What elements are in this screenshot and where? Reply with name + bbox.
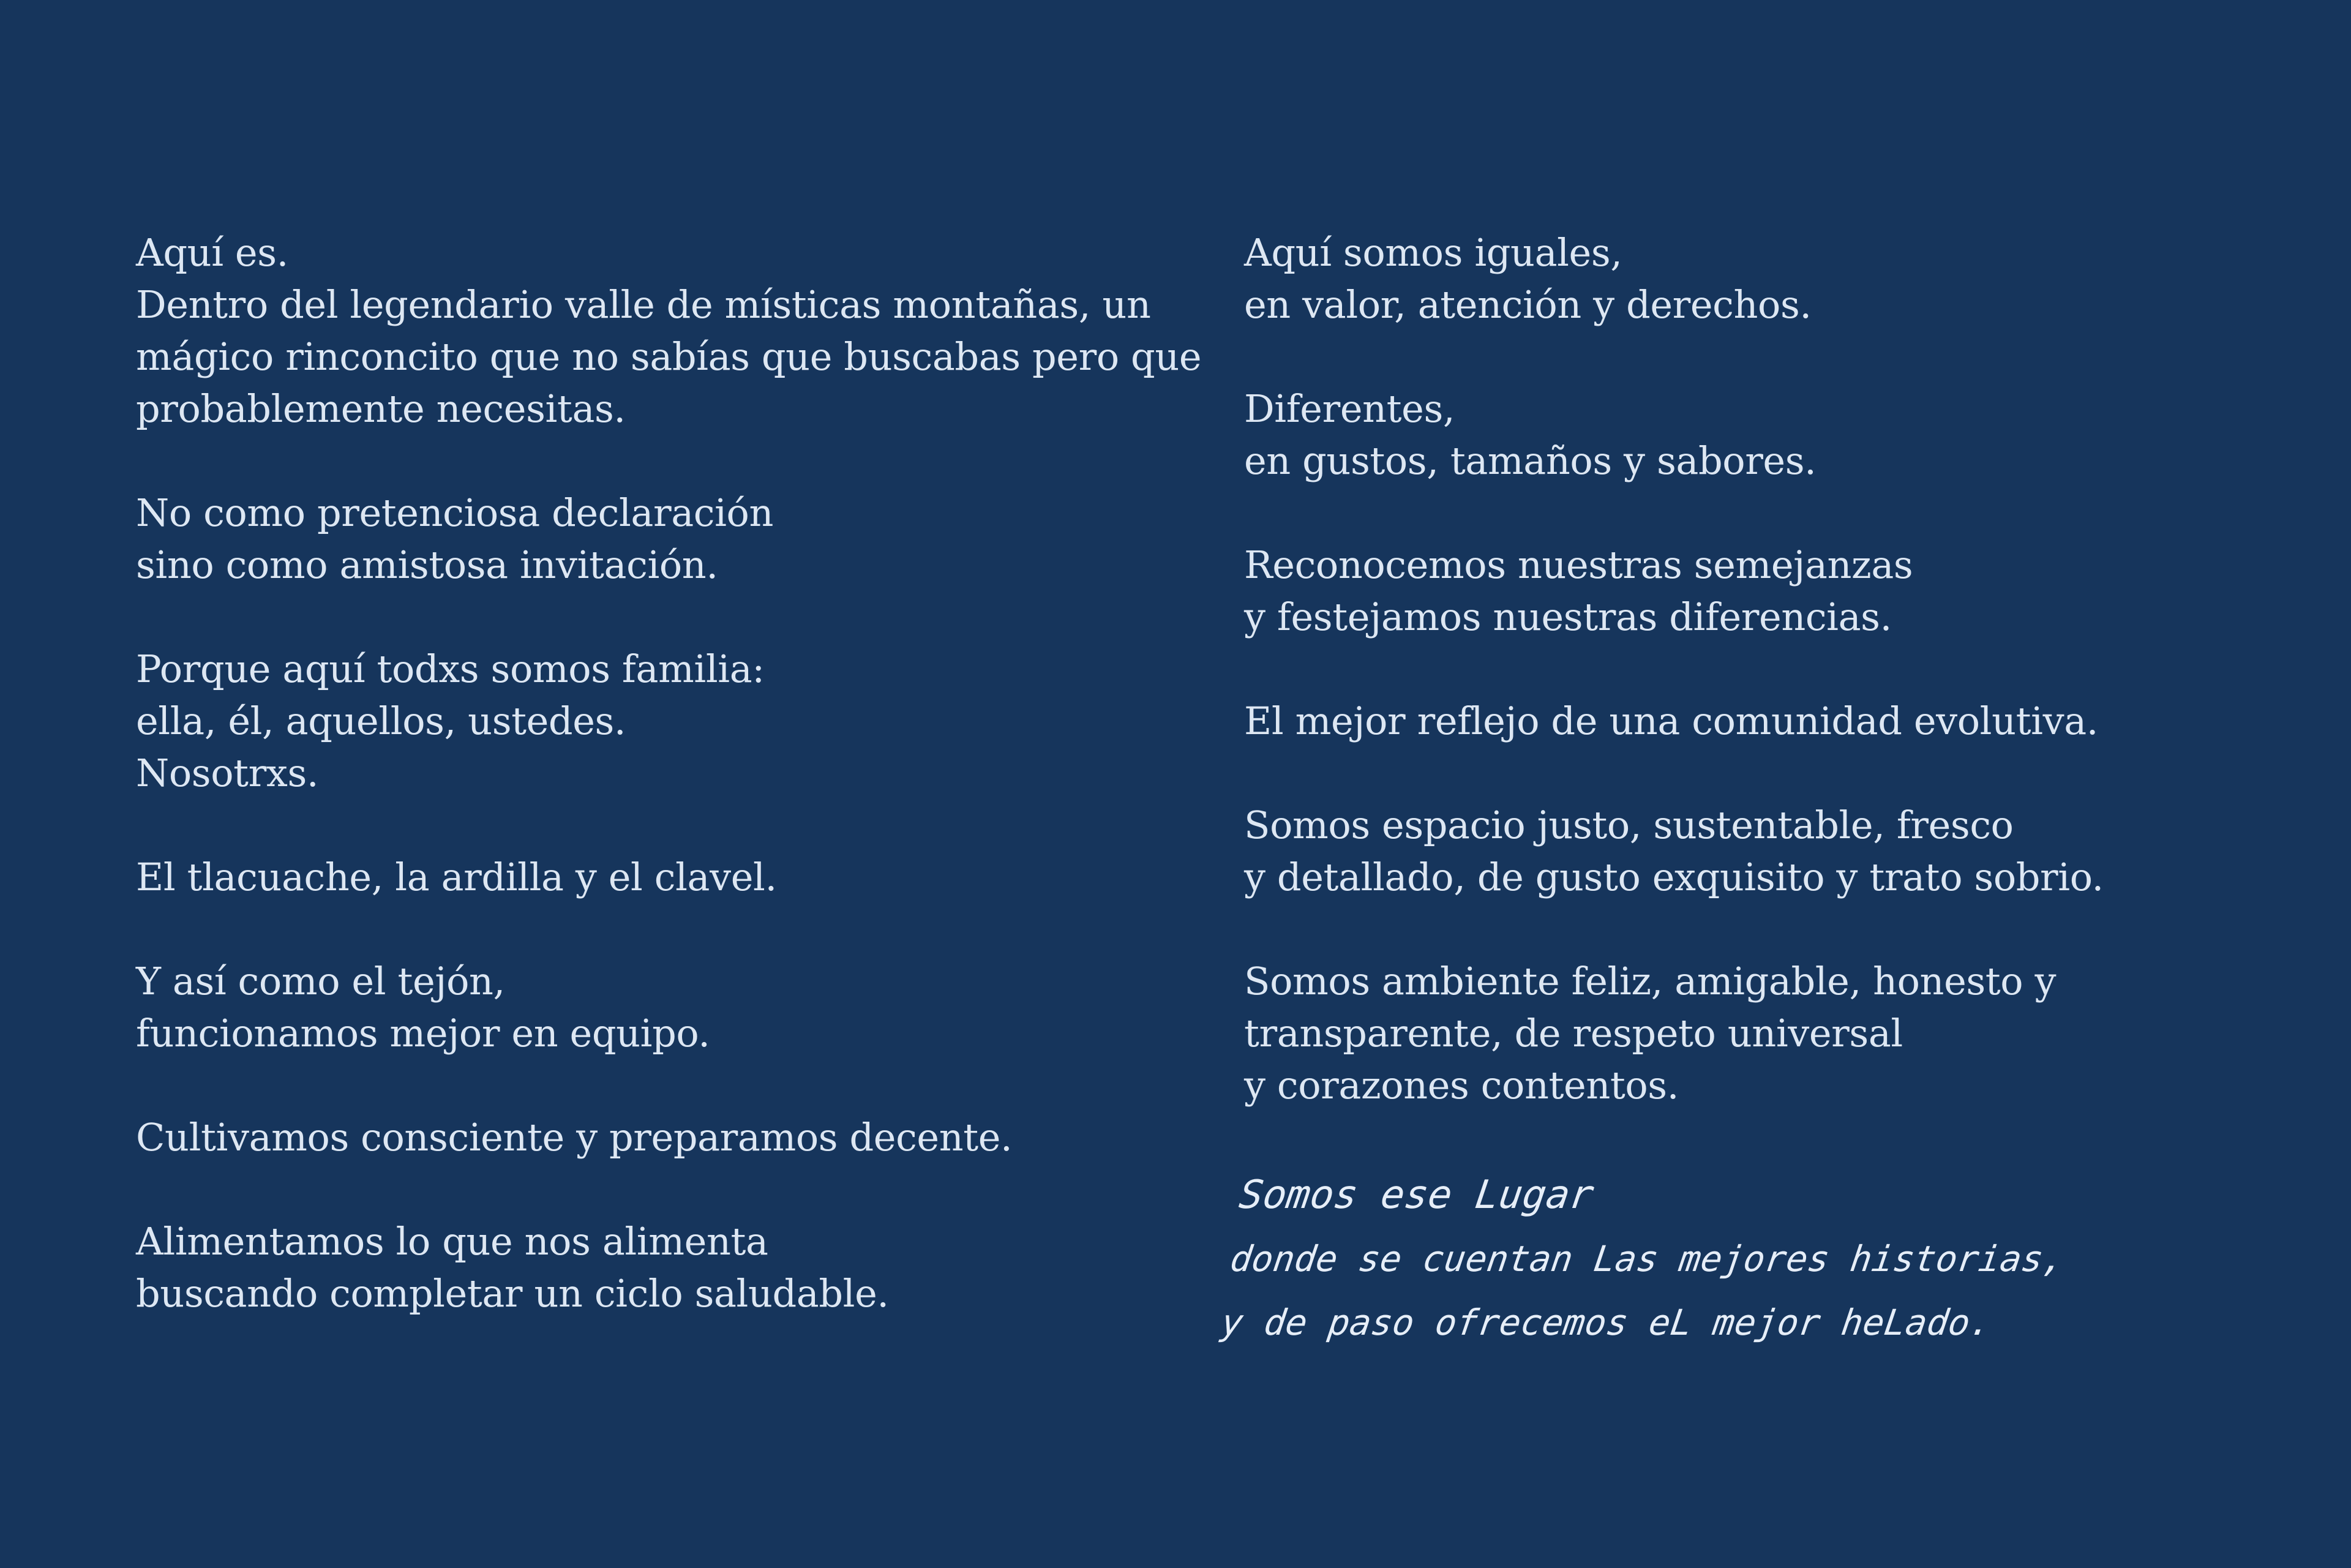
text-line: funcionamos mejor en equipo.	[136, 1011, 710, 1056]
right-text-column	[1218, 227, 2322, 1406]
text-line: No como pretenciosa declaración	[136, 490, 773, 535]
paragraph-semejanzas	[1244, 539, 2322, 643]
text-line: mágico rinconcito que no sabías que buscabas pero que	[136, 334, 1202, 379]
text-line: Nosotrxs.	[136, 751, 319, 795]
paragraph-tlacuache	[136, 851, 1213, 903]
text-line: El tlacuache, la ardilla y el clavel.	[136, 855, 777, 899]
text-line: Porque aquí todxs somos familia:	[136, 647, 765, 691]
text-line: buscando completar un ciclo saludable.	[136, 1271, 889, 1316]
text-line: y detallado, de gusto exquisito y trato sobrio.	[1244, 855, 2104, 899]
paragraph-alimentamos	[136, 1215, 1213, 1319]
text-line: sino como amistosa invitación.	[136, 542, 718, 587]
left-text-column	[136, 227, 1213, 1371]
paragraph-invitacion	[136, 487, 1213, 591]
paragraph-iguales	[1244, 227, 2322, 331]
text-line: Somos espacio justo, sustentable, fresco	[1244, 803, 2014, 847]
paragraph-tejon	[136, 955, 1213, 1059]
handwritten-line: donde se cuentan Las mejores historias,	[1228, 1238, 2068, 1280]
handwritten-closing-text	[1217, 1163, 2322, 1354]
text-line: Y así como el tejón,	[136, 959, 505, 1003]
text-line: El mejor reflejo de una comunidad evolutiva.	[1244, 699, 2099, 743]
text-line: en valor, atención y derechos.	[1244, 282, 1812, 327]
handwritten-line: Somos ese Lugar	[1236, 1172, 1597, 1218]
handwritten-line: y de paso ofrecemos eL mejor heLado.	[1218, 1302, 1995, 1343]
paragraph-cultivamos	[136, 1111, 1213, 1163]
paragraph-aqui-es	[136, 227, 1213, 435]
text-line: probablemente necesitas.	[136, 386, 626, 431]
text-line: y festejamos nuestras diferencias.	[1244, 595, 1892, 639]
paragraph-familia	[136, 643, 1213, 799]
text-line: Aquí es.	[136, 230, 288, 275]
text-line: Diferentes,	[1244, 386, 1455, 431]
text-line: Cultivamos consciente y preparamos decente.	[136, 1115, 1013, 1160]
text-line: ella, él, aquellos, ustedes.	[136, 699, 626, 743]
text-line: en gustos, tamaños y sabores.	[1244, 438, 1817, 483]
text-line: Alimentamos lo que nos alimenta	[136, 1219, 768, 1264]
text-line: y corazones contentos.	[1244, 1063, 1679, 1108]
text-line: Dentro del legendario valle de místicas montañas, un	[136, 282, 1151, 327]
text-line: Aquí somos iguales,	[1244, 230, 1622, 275]
paragraph-diferentes	[1244, 383, 2322, 487]
text-line: Reconocemos nuestras semejanzas	[1244, 542, 1913, 587]
paragraph-comunidad	[1244, 695, 2322, 747]
text-line: Somos ambiente feliz, amigable, honesto y	[1244, 959, 2057, 1003]
paragraph-espacio	[1244, 799, 2322, 903]
text-line: transparente, de respeto universal	[1244, 1011, 1903, 1056]
paragraph-ambiente	[1244, 955, 2322, 1111]
